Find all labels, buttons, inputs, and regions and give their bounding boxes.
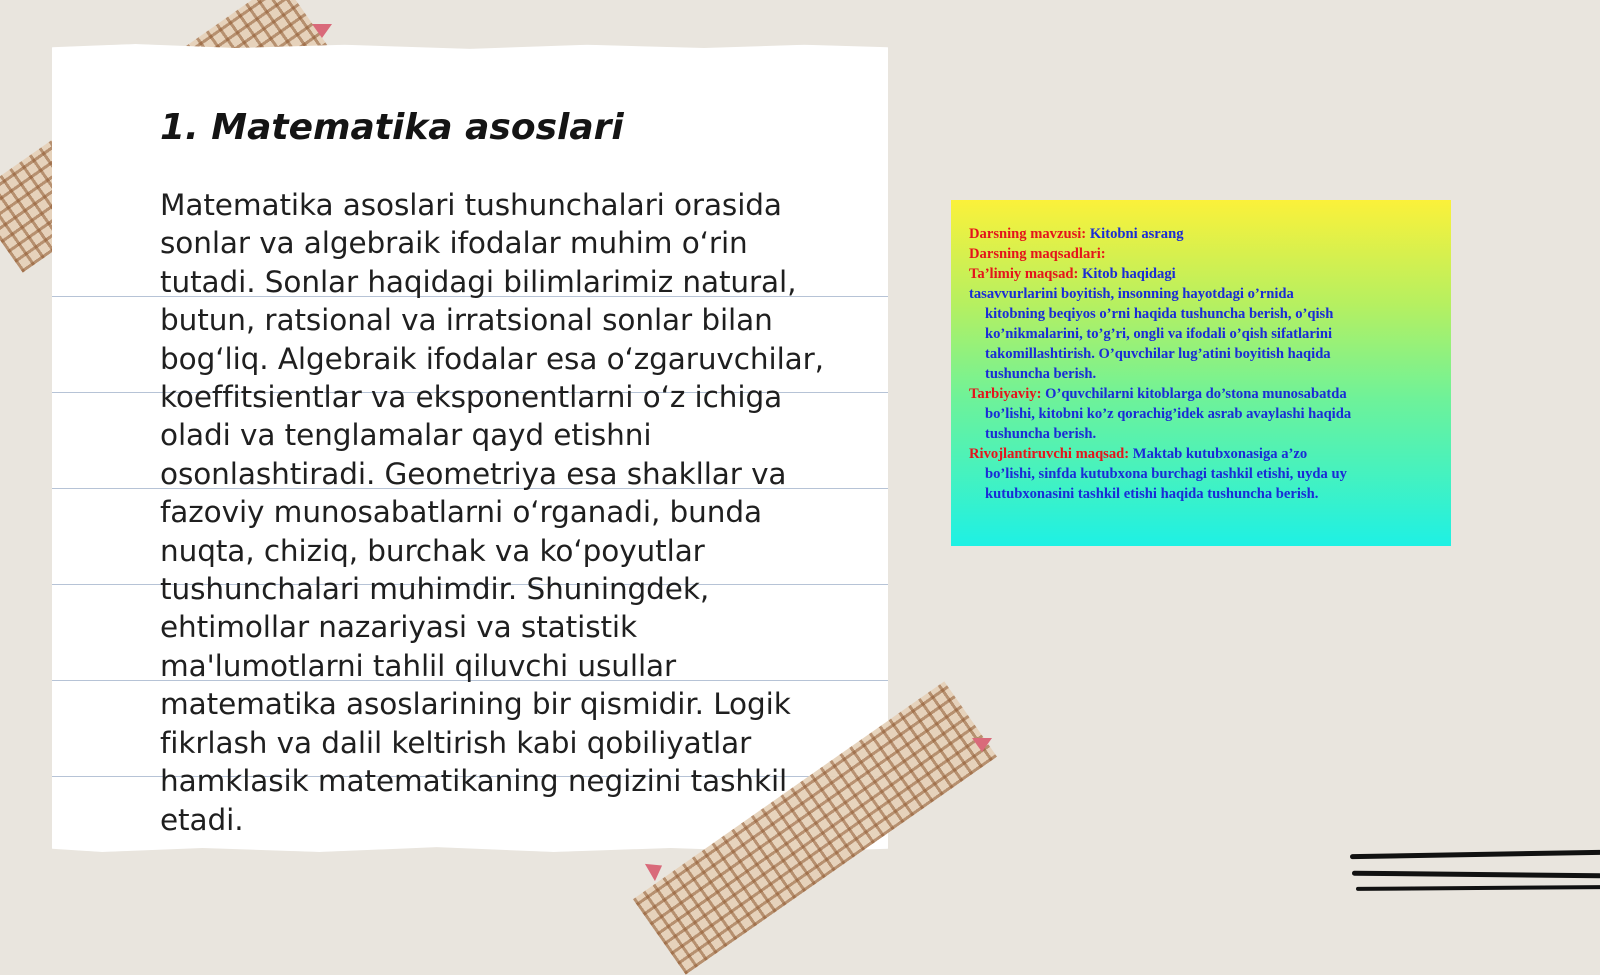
slide-title: 1. Matematika asoslari <box>160 107 624 148</box>
decorative-scribble-line <box>1350 850 1600 859</box>
lesson-edu-value: Kitob haqidagi <box>1082 266 1176 282</box>
decorative-scribble-line <box>1356 885 1600 891</box>
lesson-development-line <box>969 444 1433 464</box>
lesson-upbringing-line <box>969 384 1433 404</box>
lesson-edu-text: ko’nikmalarini, to’g’ri, ongli va ifodali o’qish sifatlarini <box>985 326 1333 342</box>
lesson-development-label: Rivojlantiruvchi maqsad: <box>969 446 1130 462</box>
lesson-plan-image <box>951 200 1451 546</box>
lesson-upbringing-value: O’quvchilarni kitoblarga do’stona munosabatda <box>1045 386 1347 402</box>
lesson-edu-text: takomillashtirish. O’quvchilar lug’atini boyitish haqida <box>985 346 1331 362</box>
slide-body-text: Matematika asoslari tushunchalari orasida sonlar va algebraik ifodalar muhim oʻrin tutadi. Sonlar haqidagi bilimlarimiz natural, butun, ratsional va irratsional sonlar bilan bogʻliq. Algebraik ifodalar esa oʻzgaruvchilar, koeffitsientlar va eksponentlarni oʻz ichiga oladi va tenglamalar qayd etishni osonlashtiradi. Geometriya esa shakllar va fazoviy munosabatlarni oʻrganadi, bunda nuqta, chiziq, burchak va koʻpoyutlar tushunchalari muhimdir. Shuningdek, ehtimollar nazariyasi va statistik ma'lumotlarni tahlil qiluvchi usullar matematika asoslarining bir qismidir. Logik fikrlash va dalil keltirish kabi qobiliyatlar hamklasik matematikaning negizini tashkil etadi. <box>160 188 824 837</box>
lesson-goals-line <box>969 244 1433 264</box>
lesson-edu-text: kitobning beqiyos o’rni haqida tushuncha berish, o’qish <box>985 306 1334 322</box>
lesson-development-text: bo’lishi, sinfda kutubxona burchagi tashkil etishi, uyda uy <box>985 466 1347 482</box>
lesson-topic-value: Kitobni asrang <box>1089 226 1184 242</box>
lesson-upbringing-text: tushuncha berish. <box>985 426 1097 442</box>
lesson-upbringing-text: bo’lishi, kitobni ko’z qorachig’idek asrab avaylashi haqida <box>985 406 1352 422</box>
lesson-edu-text: tushuncha berish. <box>985 366 1097 382</box>
tape-corner-mark-bottom <box>972 738 992 752</box>
lesson-goals-label: Darsning maqsadlari: <box>969 246 1106 262</box>
lesson-edu-line <box>969 264 1433 284</box>
lesson-upbringing-label: Tarbiyaviy: <box>969 386 1042 402</box>
lesson-development-value: Maktab kutubxonasiga a’zo <box>1132 446 1308 462</box>
tape-corner-mark-top <box>312 24 332 38</box>
lesson-topic-label: Darsning mavzusi: <box>969 226 1087 242</box>
lesson-edu-text: tasavvurlarini boyitish, insonning hayotdagi o’rnida <box>969 286 1294 302</box>
lesson-edu-label: Ta’limiy maqsad: <box>969 266 1079 282</box>
lesson-topic-line <box>969 224 1433 244</box>
lesson-development-text: kutubxonasini tashkil etishi haqida tushuncha berish. <box>985 486 1319 502</box>
decorative-scribble-line <box>1352 871 1600 879</box>
